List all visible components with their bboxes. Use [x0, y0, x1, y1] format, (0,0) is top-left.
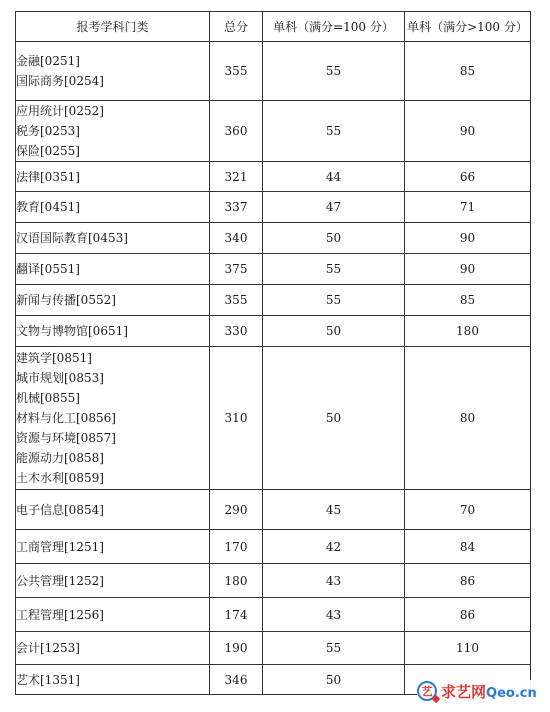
cell-subjects: [16, 316, 210, 347]
table-row: [16, 162, 531, 192]
header-subject-category: 报考学科门类: [16, 12, 210, 42]
subject-name: 工程管理[1256]: [16, 607, 104, 622]
cell-single-over-100: 84: [405, 530, 531, 564]
table-row: [16, 490, 531, 530]
cell-single-100: 50: [263, 223, 405, 254]
cell-single-over-100: 71: [405, 192, 531, 223]
subject-name: 建筑学[0851]: [16, 351, 92, 365]
cell-single-over-100: 66: [405, 162, 531, 192]
cell-single-100: 45: [263, 490, 405, 530]
table-row: [16, 42, 531, 101]
cell-total-score: 170: [210, 530, 263, 564]
subject-name: 会计[1253]: [16, 641, 80, 655]
header-single-over-100: 单科（满分>100 分）: [405, 12, 531, 42]
table-row: [16, 285, 531, 316]
cell-total-score: 190: [210, 632, 263, 665]
watermark-text: [441, 681, 537, 702]
watermark-site-name: 求艺网: [441, 682, 487, 701]
watermark: [417, 680, 542, 702]
cell-single-100: 55: [263, 42, 405, 101]
table-row: [16, 632, 531, 665]
subject-name: 公共管理[1252]: [16, 573, 104, 588]
subject-name: 文物与博物馆[0651]: [16, 324, 128, 338]
subject-name: 资源与环境[0857]: [16, 431, 116, 445]
cell-total-score: 360: [210, 101, 263, 162]
cell-subjects: [16, 101, 210, 162]
subject-name: 法律[0351]: [16, 169, 80, 184]
table-row: [16, 223, 531, 254]
table-row: [16, 316, 531, 347]
cell-single-over-100: 86: [405, 598, 531, 632]
cell-subjects: [16, 285, 210, 316]
subject-name: 税务[0253]: [16, 124, 80, 138]
cell-single-over-100: 86: [405, 564, 531, 598]
cell-single-100: 55: [263, 632, 405, 665]
cell-subjects: [16, 223, 210, 254]
cell-subjects: [16, 530, 210, 564]
cell-single-over-100: 85: [405, 42, 531, 101]
subject-name: 能源动力[0858]: [16, 451, 104, 465]
cell-subjects: [16, 42, 210, 101]
cell-subjects: [16, 192, 210, 223]
cell-single-over-100: 80: [405, 347, 531, 490]
cell-total-score: 310: [210, 347, 263, 490]
cell-single-over-100: 110: [405, 632, 531, 665]
cell-total-score: 330: [210, 316, 263, 347]
cell-subjects: [16, 564, 210, 598]
cell-subjects: [16, 632, 210, 665]
cell-total-score: 321: [210, 162, 263, 192]
cell-single-100: 47: [263, 192, 405, 223]
header-total-score: 总分: [210, 12, 263, 42]
subject-name: 应用统计[0252]: [16, 104, 104, 118]
cell-single-100: 55: [263, 101, 405, 162]
cell-subjects: [16, 598, 210, 632]
table-row: [16, 254, 531, 285]
table-body: [16, 42, 531, 695]
cell-single-100: 43: [263, 598, 405, 632]
cell-single-over-100: 90: [405, 223, 531, 254]
subject-name: 工商管理[1251]: [16, 539, 104, 554]
cell-single-100: 50: [263, 347, 405, 490]
cell-single-100: 50: [263, 316, 405, 347]
cell-total-score: 180: [210, 564, 263, 598]
table-row: [16, 598, 531, 632]
cell-subjects: [16, 665, 210, 695]
cell-subjects: [16, 162, 210, 192]
cell-subjects: [16, 347, 210, 490]
table-row: [16, 101, 531, 162]
subject-name: 国际商务[0254]: [16, 74, 104, 88]
score-table: [15, 11, 531, 695]
cell-single-100: 43: [263, 564, 405, 598]
cell-single-100: 42: [263, 530, 405, 564]
subject-name: 机械[0855]: [16, 391, 80, 405]
watermark-domain: Qeo.cn: [486, 685, 537, 701]
cell-total-score: 290: [210, 490, 263, 530]
subject-name: 新闻与传播[0552]: [16, 293, 116, 307]
cell-total-score: 340: [210, 223, 263, 254]
cell-subjects: [16, 490, 210, 530]
subject-name: 土木水利[0859]: [16, 471, 104, 485]
cell-total-score: 355: [210, 42, 263, 101]
table-row: [16, 564, 531, 598]
subject-name: 艺术[1351]: [16, 672, 80, 687]
subject-name: 汉语国际教育[0453]: [16, 231, 128, 245]
cell-single-100: 44: [263, 162, 405, 192]
cell-single-100: 55: [263, 285, 405, 316]
cell-single-over-100: 180: [405, 316, 531, 347]
cell-total-score: 355: [210, 285, 263, 316]
cell-single-over-100: 90: [405, 254, 531, 285]
table-row: [16, 192, 531, 223]
cell-subjects: [16, 254, 210, 285]
cell-total-score: 174: [210, 598, 263, 632]
cell-single-over-100: 70: [405, 490, 531, 530]
header-row: [16, 12, 531, 42]
subject-name: 金融[0251]: [16, 54, 80, 68]
cell-single-100: 50: [263, 665, 405, 695]
subject-name: 电子信息[0854]: [16, 502, 104, 517]
cell-single-over-100: 85: [405, 285, 531, 316]
table-row: [16, 347, 531, 490]
subject-name: 翻译[0551]: [16, 262, 80, 276]
subject-name: 教育[0451]: [16, 200, 80, 214]
cell-single-over-100: 90: [405, 101, 531, 162]
subject-name: 材料与化工[0856]: [16, 411, 116, 425]
header-single-100: 单科（满分=100 分）: [263, 12, 405, 42]
cell-total-score: 375: [210, 254, 263, 285]
subject-name: 保险[0255]: [16, 144, 80, 158]
watermark-logo-icon: 艺: [417, 681, 437, 701]
subject-name: 城市规划[0853]: [16, 371, 104, 385]
cell-total-score: 337: [210, 192, 263, 223]
cell-single-100: 55: [263, 254, 405, 285]
table-row: [16, 530, 531, 564]
cell-total-score: 346: [210, 665, 263, 695]
